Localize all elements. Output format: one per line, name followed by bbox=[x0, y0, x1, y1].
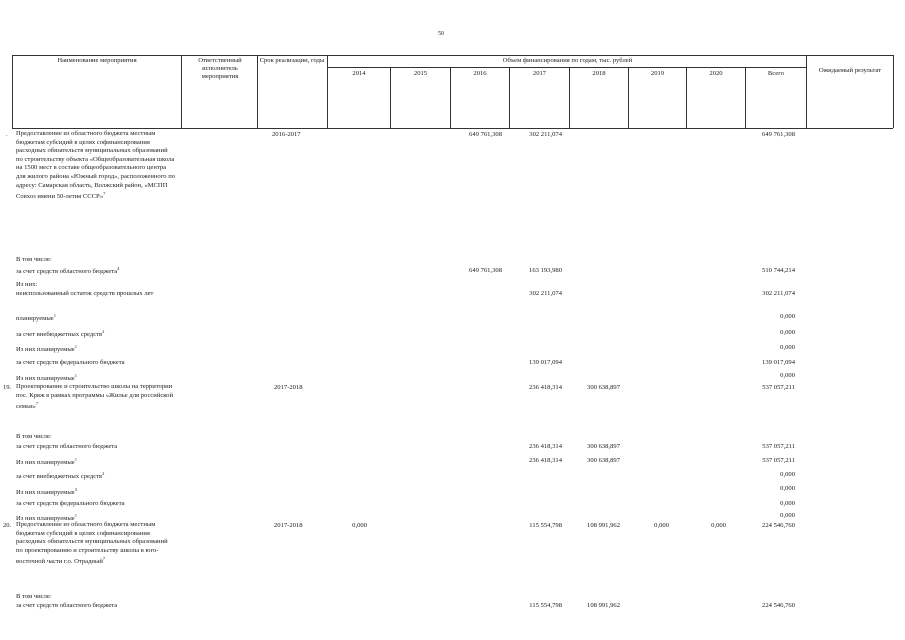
row-period: 2017-2018 bbox=[274, 522, 303, 529]
label-extrabudgetary: за счет внебюджетных средств$^2$ bbox=[16, 471, 105, 480]
value-2017: 115 554,798 bbox=[529, 602, 562, 609]
value-2018: 108 991,962 bbox=[587, 522, 620, 529]
value-2018: 300 638,897 bbox=[587, 384, 620, 391]
value-2019: 0,000 bbox=[654, 522, 669, 529]
value-2016: 649 761,308 bbox=[469, 267, 502, 274]
label-of-them: Из них: bbox=[16, 281, 38, 288]
header-period: Срок реализации, годы bbox=[259, 57, 325, 64]
value-2017: 236 418,314 bbox=[529, 457, 562, 464]
header-year-2015: 2015 bbox=[413, 70, 428, 77]
row-period: 2017-2018 bbox=[274, 384, 303, 391]
header-responsible: Ответственный исполнитель мероприятия bbox=[198, 57, 242, 80]
value-2017: 163 193,980 bbox=[529, 267, 562, 274]
row-number: 19. bbox=[3, 384, 12, 391]
label-of-them-planned: Из них планируемые$^1$ bbox=[16, 513, 77, 522]
value-total: 0,000 bbox=[780, 372, 795, 379]
label-including: В том числе: bbox=[16, 433, 52, 440]
label-regional-budget: за счет средств областного бюджета bbox=[16, 443, 118, 450]
value-total: 537 057,211 bbox=[762, 443, 795, 450]
value-total: 537 057,211 bbox=[762, 457, 795, 464]
header-funding: Объем финансирования по годам, тыс. рублей bbox=[502, 57, 633, 64]
value-2017: 236 418,314 bbox=[529, 384, 562, 391]
value-total: 0,000 bbox=[780, 329, 795, 336]
header-name: Наименование мероприятия bbox=[57, 57, 137, 64]
value-2017: 115 554,798 bbox=[529, 522, 562, 529]
value-total: 302 211,074 bbox=[762, 290, 795, 297]
value-2016: 649 761,308 bbox=[469, 131, 502, 138]
value-2017: 139 017,094 bbox=[529, 359, 562, 366]
label-of-them-planned: Из них планируемые$^1$ bbox=[16, 457, 77, 466]
value-total: 0,000 bbox=[780, 500, 795, 507]
value-total: 224 546,760 bbox=[762, 602, 795, 609]
label-including: В том числе: bbox=[16, 593, 52, 600]
value-2018: 300 638,897 bbox=[587, 457, 620, 464]
label-of-them-planned: Из них планируемые$^1$ bbox=[16, 373, 77, 382]
label-extrabudgetary: за счет внебюджетных средств$^2$ bbox=[16, 329, 105, 338]
value-total: 510 744,214 bbox=[762, 267, 795, 274]
value-total: 0,000 bbox=[780, 485, 795, 492]
value-2018: 300 638,897 bbox=[587, 443, 620, 450]
table-header-grid bbox=[12, 55, 893, 128]
label-federal-budget: за счет средств федерального бюджета bbox=[16, 500, 125, 507]
label-unused-balance: неиспользованный остаток средств прошлых лет bbox=[16, 290, 154, 297]
header-year-2020: 2020 bbox=[709, 70, 723, 77]
row-period: 2016-2017 bbox=[272, 131, 301, 138]
label-planned: планируемые$^1$ bbox=[16, 313, 56, 322]
header-year-2016: 2016 bbox=[473, 70, 487, 77]
row-number: 20. bbox=[3, 522, 12, 529]
row-text-school-1500: Предоставление из областного бюджета местным бюджетам субсидий в целях софинансирования расходных обязательств муниципальных образований по строительству объекта «Общеобразовательная школа на 1500 мест в составе общеобразовательного центра для жилого района «Южный город», расположенного по адресу: Самарская область, Волжский район, «МСПП Совхоз имени 50-летия СССР»$^7$ bbox=[16, 130, 176, 201]
value-total: 0,000 bbox=[780, 344, 795, 351]
label-of-them-planned: Из них планируемые$^3$ bbox=[16, 487, 77, 496]
page-number: 50 bbox=[438, 31, 444, 37]
value-2018: 108 991,962 bbox=[587, 602, 620, 609]
header-year-2018: 2018 bbox=[592, 70, 606, 77]
header-year-2014: 2014 bbox=[352, 70, 366, 77]
value-2017: 302 211,074 bbox=[529, 290, 562, 297]
header-result: Ожидаемый результат bbox=[818, 67, 882, 74]
header-year-2017: 2017 bbox=[532, 70, 547, 77]
value-total: 537 057,211 bbox=[762, 384, 795, 391]
value-total: 139 017,094 bbox=[762, 359, 795, 366]
value-total: 224 546,760 bbox=[762, 522, 795, 529]
value-2014: 0,000 bbox=[352, 522, 367, 529]
value-2017: 236 418,314 bbox=[529, 443, 562, 450]
value-2020: 0,000 bbox=[711, 522, 726, 529]
label-regional-budget: за счет средств областного бюджета bbox=[16, 602, 118, 609]
row-text-school-otradny: Предоставление из областного бюджета местным бюджетам субсидий в целях софинансирования расходных обязательств муниципальных образований по проектированию и строительству школы в юго-восточной части г.о. Отрадный$^7$ bbox=[16, 521, 168, 566]
row-number: . bbox=[6, 131, 8, 138]
header-total: Всего bbox=[767, 70, 785, 77]
value-total: 0,000 bbox=[780, 313, 795, 320]
label-including: В том числе: bbox=[16, 256, 52, 263]
value-total: 649 761,308 bbox=[762, 131, 795, 138]
value-2017: 302 211,074 bbox=[529, 131, 562, 138]
label-of-them-planned: Из них планируемые$^1$ bbox=[16, 344, 77, 353]
value-total: 0,000 bbox=[780, 471, 795, 478]
header-year-2019: 2019 bbox=[650, 70, 665, 77]
value-total: 0,000 bbox=[780, 512, 795, 519]
label-regional-budget: за счет средств областного бюджета$^4$ bbox=[16, 266, 120, 275]
label-federal-budget: за счет средств федерального бюджета bbox=[16, 359, 125, 366]
row-text-school-kryazh: Проектирование и строительство школы на территории пос. Кряж в рамках программы «Жилье для российской семьи»$^7$ bbox=[16, 383, 173, 411]
